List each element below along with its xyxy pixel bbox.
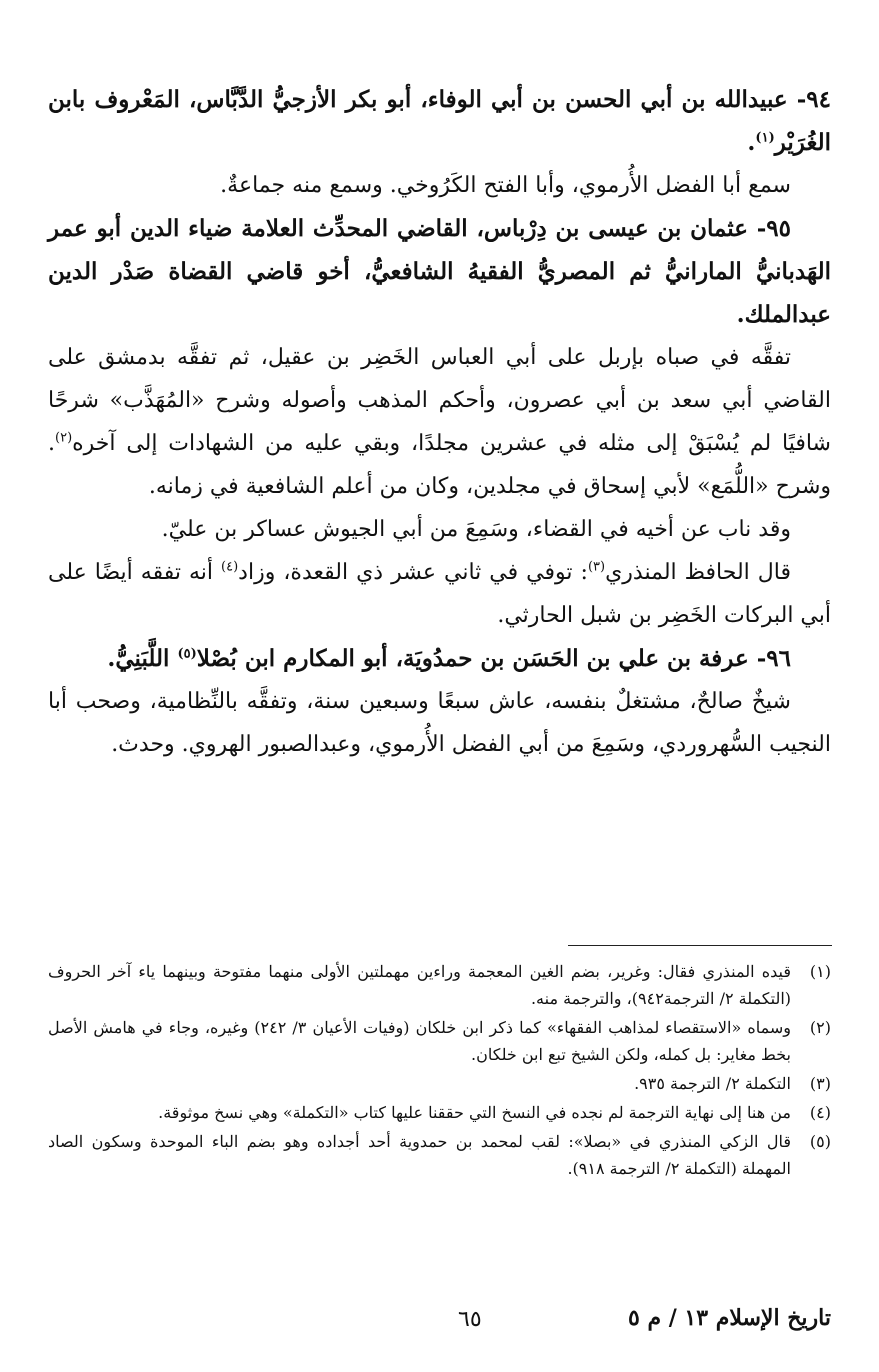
page-number: ٦٥ bbox=[458, 1307, 482, 1332]
page-footer bbox=[48, 1305, 831, 1345]
footnote-ref-1[interactable]: (١) bbox=[755, 130, 775, 146]
footnote-text: قال الزكي المنذري في «بصلا»: لقب لمحمد بن حمدوية أحد أجداده وهو بضم الباء الموحدة وسكون الصاد المهملة (التكملة ٢/ الترجمة ٩١٨). bbox=[48, 1132, 791, 1178]
footnote-ref-5[interactable]: (٥) bbox=[177, 646, 197, 662]
footnote-ref-3[interactable]: (٣) bbox=[587, 559, 606, 575]
footnote-number: (٣) bbox=[809, 1074, 831, 1093]
footnote-ref-2[interactable]: (٢) bbox=[55, 430, 73, 446]
footnote-2 bbox=[48, 1014, 831, 1068]
footnote-number: (٥) bbox=[809, 1132, 831, 1151]
entry-95-paragraph-3: قال الحافظ المنذري$^{(٣)}$: توفي في ثاني عشر ذي القعدة، وزاد$^{(٤)}$ أنه تفقه أيضًا على أبي البركات الخَضِر بن شبل الحارثي. bbox=[48, 559, 831, 628]
footnote-ref-4[interactable]: (٤) bbox=[221, 559, 239, 575]
footnote-1 bbox=[48, 958, 831, 1012]
footnote-4 bbox=[48, 1099, 831, 1126]
entry-94-paragraph: سمع أبا الفضل الأُرموي، وأبا الفتح الكَرُوخي. وسمع منه جماعةٌ. bbox=[220, 173, 791, 198]
footnote-text: من هنا إلى نهاية الترجمة لم نجده في النسخ التي حققنا عليها كتاب «التكملة» وهي نسخ موثوقة. bbox=[158, 1103, 791, 1122]
footnote-number: (٢) bbox=[809, 1018, 831, 1037]
entry-96-paragraph: شيخٌ صالحٌ، مشتغلٌ بنفسه، عاش سبعًا وسبعين سنة، وتفقَّه بالنِّظامية، وصحب أبا النجيب السُّهروردي، وسَمِعَ من أبي الفضل الأُرموي، وعبدالصبور الهروي. وحدث. bbox=[48, 689, 831, 757]
entry-94-heading: ٩٤- عبيدالله بن أبي الحسن بن أبي الوفاء، أبو بكر الأزجيُّ الدَّبَّاس، المَعْروف بابن الغُرَيْر$^{(١)}$. bbox=[48, 86, 831, 156]
entry-96-heading: ٩٦- عرفة بن علي بن الحَسَن بن حمدُويَة، أبو المكارم ابن بُصْلا$^{(٥)}$ اللَّبَنِيُّ. bbox=[107, 645, 791, 672]
footnote-text: التكملة ٢/ الترجمة ٩٣٥. bbox=[634, 1074, 791, 1093]
entry-95-paragraph-1: تفقَّه في صباه بإربل على أبي العباس الخَضِر بن عقيل، ثم تفقَّه بدمشق على القاضي أبي سعد بن أبي عصرون، وأحكم المذهب وأصوله وشرح «المُهَذَّب» شرحًا شافيًا لم يُسْبَقْ إلى مثله في عشرين مجلدًا، وبقي عليه من الشهادات إلى آخره$^{(٢)}$. وشرح «اللُّمَع» لأبي إسحاق في مجلدين، وكان من أعلم الشافعية في زمانه. bbox=[48, 345, 831, 499]
footnotes bbox=[48, 958, 831, 1184]
footnote-separator bbox=[568, 945, 832, 946]
footnote-5 bbox=[48, 1128, 831, 1182]
entry-95-paragraph-2: وقد ناب عن أخيه في القضاء، وسَمِعَ من أبي الجيوش عساكر بن عليّ. bbox=[161, 517, 791, 542]
footnote-number: (١) bbox=[809, 962, 831, 981]
footnote-number: (٤) bbox=[809, 1103, 831, 1122]
footnote-text: وسماه «الاستقصاء لمذاهب الفقهاء» كما ذكر ابن خلكان (وفيات الأعيان ٣/ ٢٤٢) وغيره، وجاء في هامش الأصل بخط مغاير: بل كمله، ولكن الشيخ تبع ابن خلكان. bbox=[48, 1018, 791, 1064]
footnote-text: قيده المنذري فقال: وغرير، بضم الغين المعجمة وراءين مهملتين الأولى منهما مفتوحة وبينهما ياء آخر الحروف (التكملة ٢/ الترجمة٩٤٢)، والترجمة منه. bbox=[48, 962, 792, 1008]
running-title: تاريخ الإسلام ١٣ / م ٥ bbox=[627, 1305, 831, 1331]
footnote-3 bbox=[48, 1070, 831, 1097]
main-text bbox=[48, 78, 831, 766]
entry-95-heading: ٩٥- عثمان بن عيسى بن دِرْباس، القاضي المحدِّث العلامة ضياء الدين أبو عمر الهَدبانيُّ المارانيُّ ثم المصريُّ الفقيهُ الشافعيُّ، أخو قاضي القضاة صَدْر الدين عبدالملك. bbox=[48, 215, 831, 328]
